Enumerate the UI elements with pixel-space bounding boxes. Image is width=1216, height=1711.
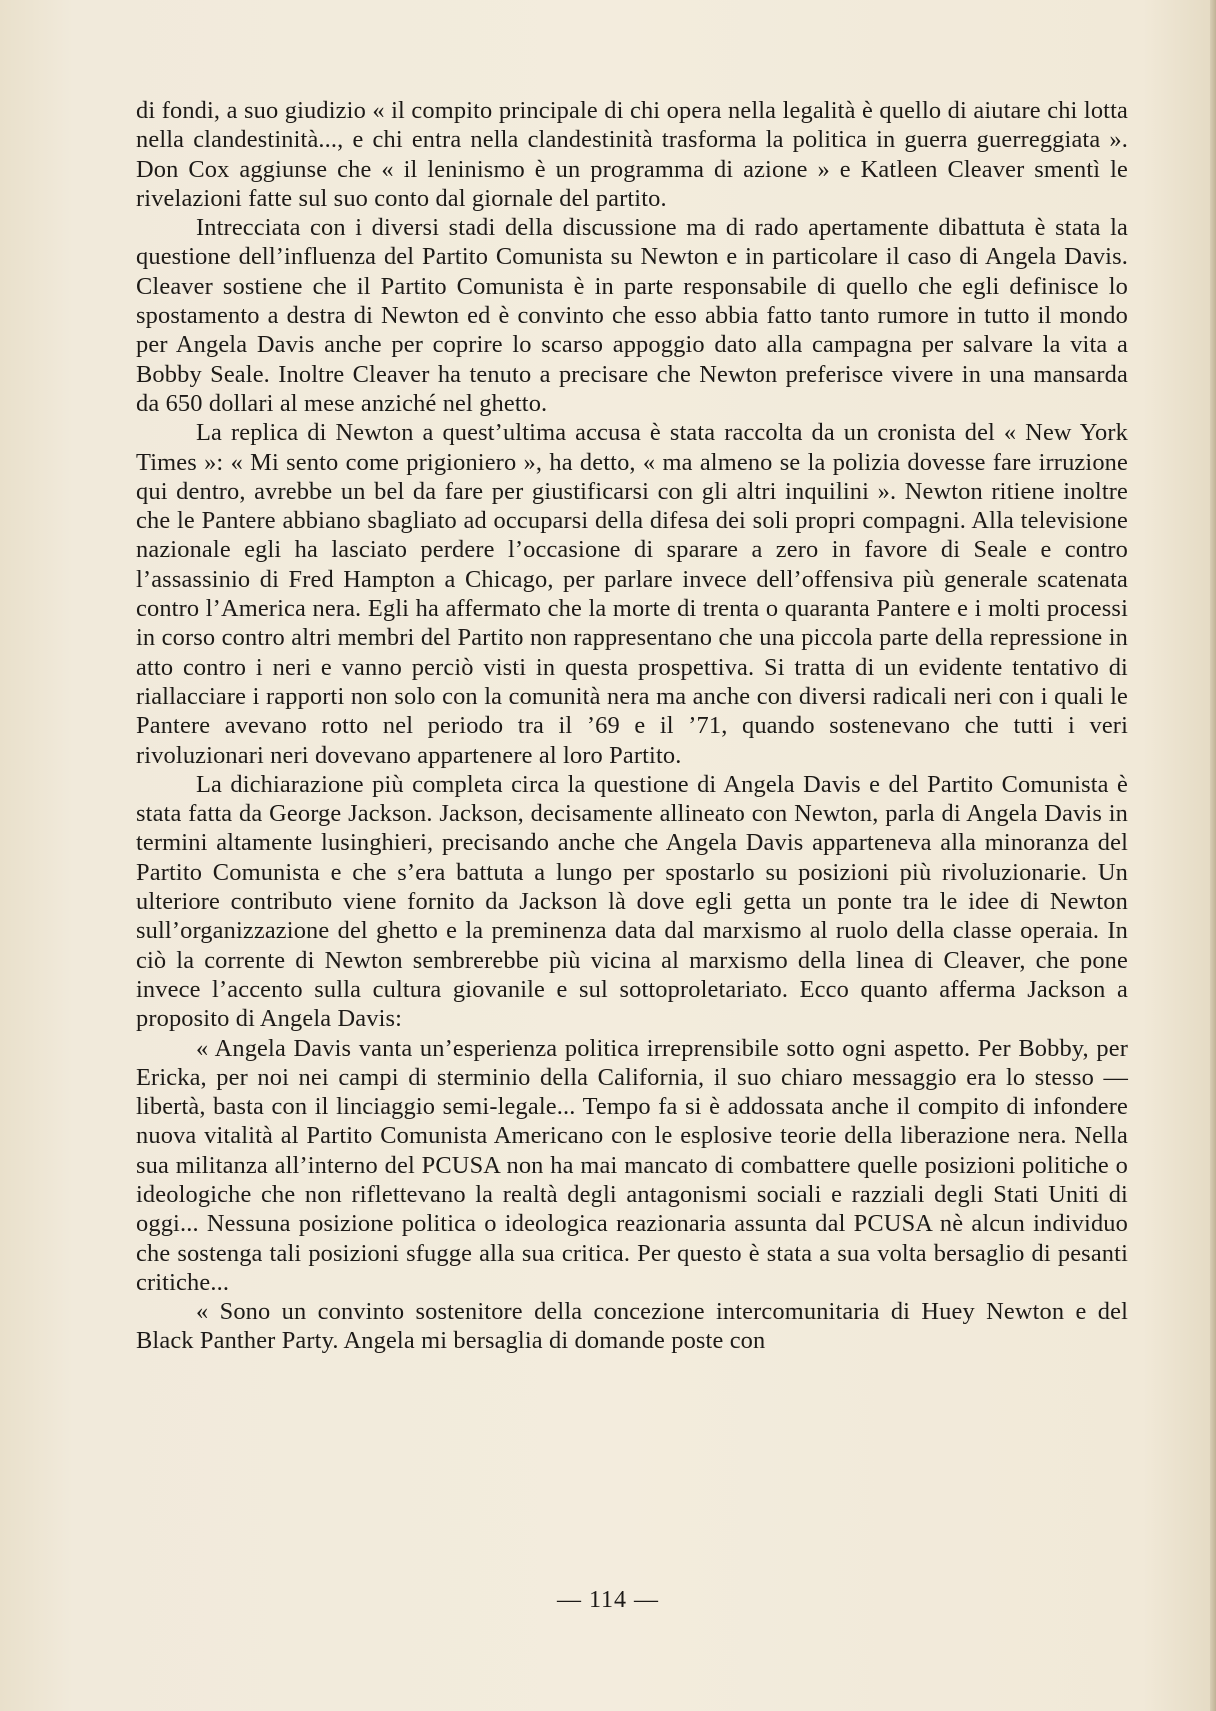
page-number: — 114 —	[556, 1587, 660, 1613]
paragraph-1: di fondi, a suo giudizio « il compito principale di chi opera nella legalità è quello di aiutare chi lotta nella clandestinità..., e chi entra nella clandestinità trasforma la politica in guerra guerreggiata ». Don Cox aggiunse che « il leninismo è un programma di azione » e Katleen Cleaver smentì le rivelazioni fatte sul suo conto dal giornale del partito.	[136, 97, 1128, 212]
paragraph-6-quote: « Sono un convinto sostenitore della concezione intercomunitaria di Huey Newton e del Black Panther Party. Angela mi bersaglia di domande poste con	[136, 1298, 1128, 1355]
paragraph-5-quote: « Angela Davis vanta un’esperienza politica irreprensibile sotto ogni aspetto. Per Bobby, per Ericka, per noi nei campi di sterminio della California, il suo chiaro messaggio era lo stesso — libertà, basta con il linciaggio semi-legale... Tempo fa si è addossata anche il compito di infondere nuova vitalità al Partito Comunista Americano con le esplosive teorie della liberazione nera. Nella sua militanza all’interno del PCUSA non ha mai mancato di combattere quelle posizioni politiche o ideologiche che non riflettevano la realtà degli antagonismi sociali e razziali degli Stati Uniti di oggi... Nessuna posizione politica o ideologica reazionaria assunta dal PCUSA nè alcun individuo che sostenga tali posizioni sfugge alla sua critica. Per questo è stata a sua volta bersaglio di pesanti critiche...	[136, 1034, 1128, 1296]
paragraph-2: Intrecciata con i diversi stadi della discussione ma di rado apertamente dibattuta è stata la questione dell’influenza del Partito Comunista su Newton e in particolare il caso di Angela Davis. Cleaver sostiene che il Partito Comunista è in parte responsabile di quello che egli definisce lo spostamento a destra di Newton ed è convinto che esso abbia fatto tanto rumore in tutto il mondo per Angela Davis anche per coprire lo scarso appoggio dato alla campagna per salvare la vita a Bobby Seale. Inoltre Cleaver ha tenuto a precisare che Newton preferisce vivere in una mansarda da 650 dollari al mese anziché nel ghetto.	[136, 214, 1128, 417]
page-edge	[1210, 0, 1216, 1711]
paragraph-3: La replica di Newton a quest’ultima accusa è stata raccolta da un cronista del « New York Times »: « Mi sento come prigioniero », ha detto, « ma almeno se la polizia dovesse fare irruzione qui dentro, avrebbe un bel da fare per giustificarsi con gli altri inquilini ». Newton ritiene inoltre che le Pantere abbiano sbagliato ad occuparsi della difesa dei soli propri compagni. Alla televisione nazionale egli ha lasciato perdere l’occasione di sparare a zero in favore di Seale e contro l’assassinio di Fred Hampton a Chicago, per parlare invece dell’offensiva più generale scatenata contro l’America nera. Egli ha affermato che la morte di trenta o quaranta Pantere e i molti processi in corso contro altri membri del Partito non rappresentano che una piccola parte della repressione in atto contro i neri e vanno perciò visti in questa prospettiva. Si tratta di un evidente tentativo di riallacciare i rapporti non solo con la comunità nera ma anche con diversi radicali neri con i quali le Pantere avevano rotto nel periodo tra il ’69 e il ’71, quando sostenevano che tutti i veri rivoluzionari neri dovevano appartenere al loro Partito.	[136, 419, 1128, 769]
body-text	[136, 96, 1128, 1356]
paragraph-4: La dichiarazione più completa circa la questione di Angela Davis e del Partito Comunista è stata fatta da George Jackson. Jackson, decisamente allineato con Newton, parla di Angela Davis in termini altamente lusinghieri, precisando anche che Angela Davis apparteneva alla minoranza del Partito Comunista e che s’era battuta a lungo per spostarlo su posizioni più rivoluzionarie. Un ulteriore contributo viene fornito da Jackson là dove egli getta un ponte tra le idee di Newton sull’organizzazione del ghetto e la preminenza data dal marxismo al ruolo della classe operaia. In ciò la corrente di Newton sembrerebbe più vicina al marxismo della linea di Cleaver, che pone invece l’accento sulla cultura giovanile e sul sottoproletariato. Ecco quanto afferma Jackson a proposito di Angela Davis:	[136, 770, 1128, 1033]
